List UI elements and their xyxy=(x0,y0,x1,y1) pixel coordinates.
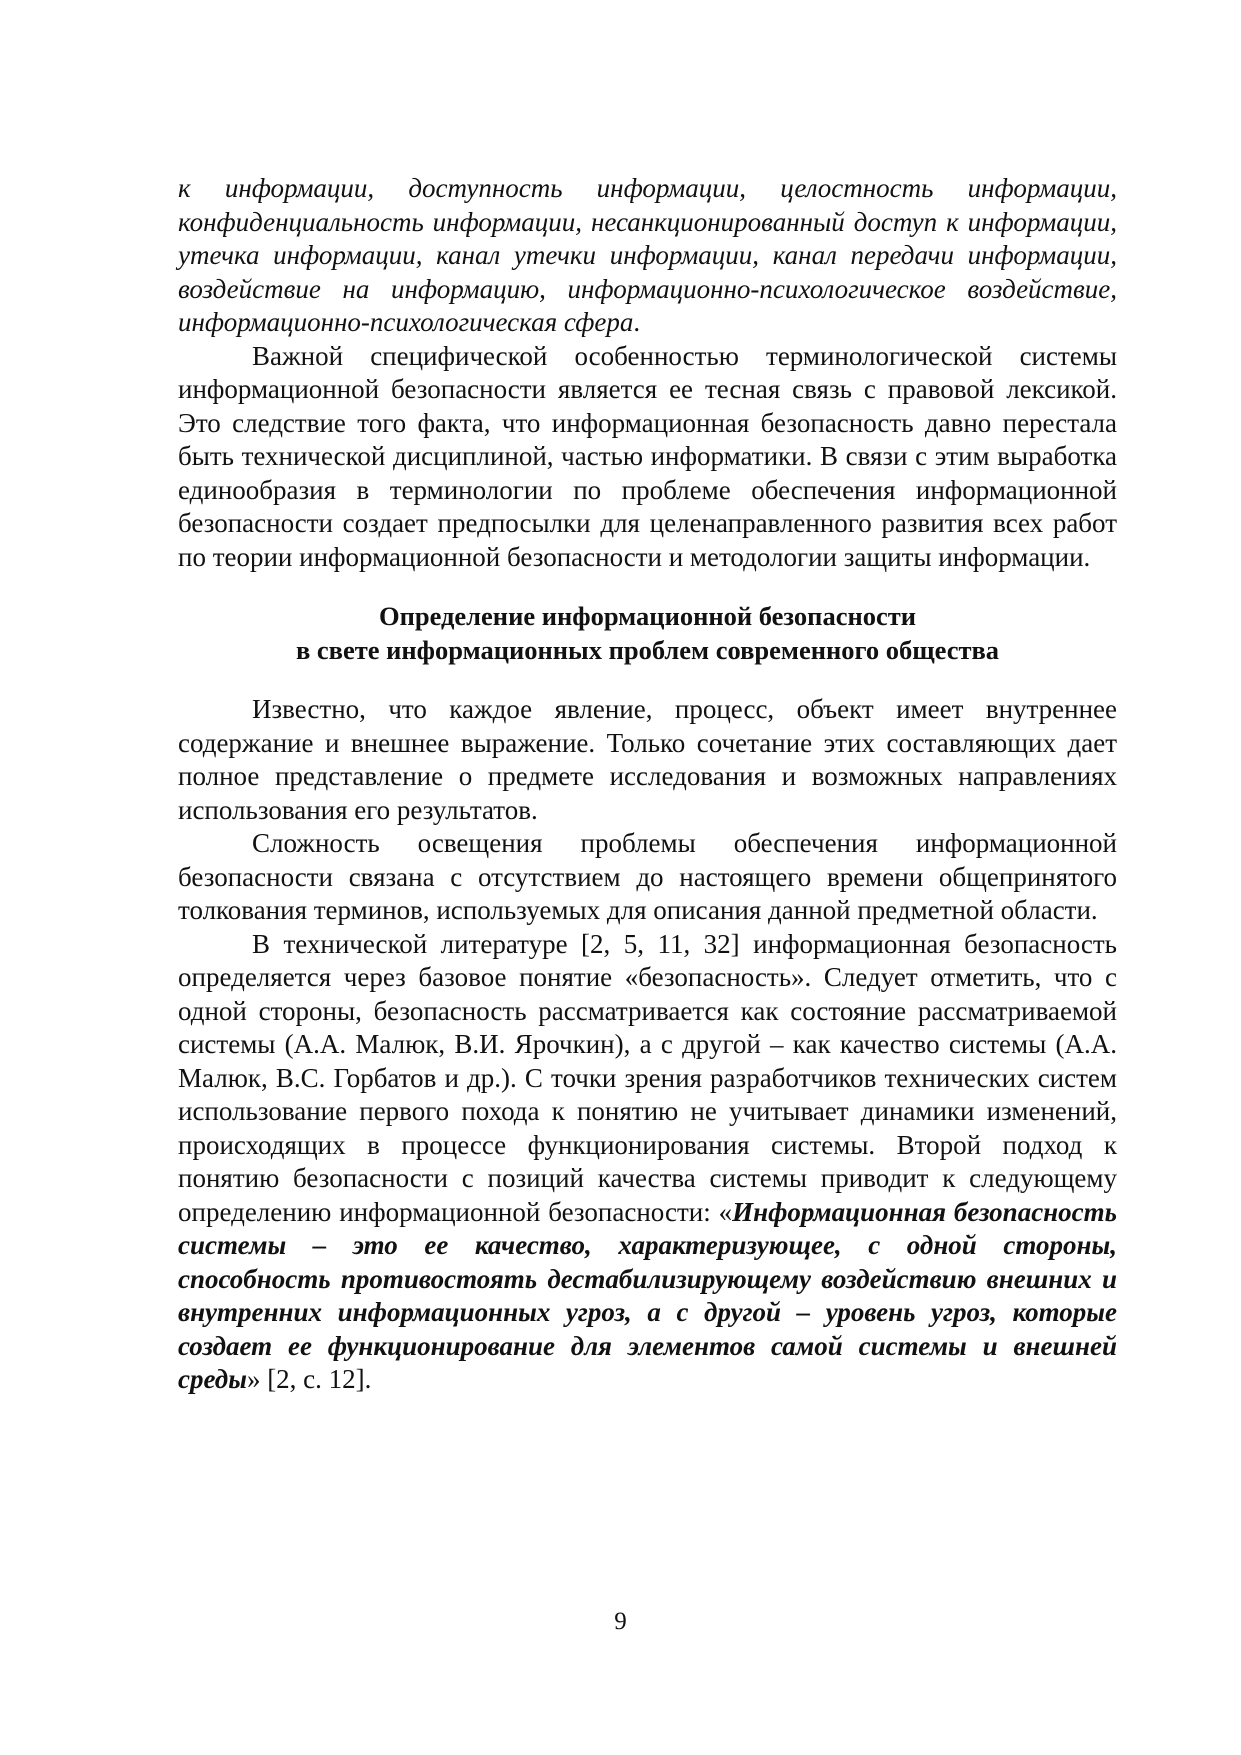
document-body xyxy=(178,172,1117,1397)
paragraph-complexity: Сложность освещения проблемы обеспечения информационной безопасности связана с отсутствием до настоящего времени общепринятого толкования терминов, используемых для описания данной предметной области. xyxy=(178,828,1117,925)
technical-literature-lead: В технической литературе [2, 5, 11, 32] информационная безопасность определяется через базовое понятие «безопасность». Следует отметить, что с одной стороны, безопасность рассматривается как состояние рассматриваемой системы (А.А. Малюк, В.И. Ярочкин), а с другой – как качество системы (А.А. Малюк, В.С. Горбатов и др.). С точки зрения разработчиков технических систем использование первого похода к понятию не учитывает динамики изменений, происходящих в процессе функционирования системы. Второй подход к понятию безопасности с позиций качества системы приводит к следующему определению информационной безопасности: « xyxy=(178,928,1117,1227)
paragraph-phenomenon: Известно, что каждое явление, процесс, объект имеет внутреннее содержание и внешнее выражение. Только сочетание этих составляющих дает полное представление о предмете исследования и возможных направлениях использования его результатов. xyxy=(178,694,1117,825)
page-number: 9 xyxy=(614,1608,627,1635)
keywords-paragraph xyxy=(178,172,1117,340)
keywords-list: к информации, доступность информации, целостность информации, конфиденциальность информации, несанкционированный доступ к информации, утечка информации, канал утечки информации, канал передачи информации, воздействие на информацию, информационно-психологическое воздействие, информационно-психологическая сфера xyxy=(178,173,1117,337)
section-heading-line-2: в свете информационных проблем современного общества xyxy=(295,634,1000,665)
section-heading-line-1: Определение информационной безопасности xyxy=(378,601,917,631)
paragraph-technical-literature xyxy=(178,928,1117,1397)
keywords-end: . xyxy=(633,307,641,337)
paragraph-terminology: Важной специфической особенностью терминологической системы информационной безопасности является ее тесная связь с правовой лексикой. Это следствие того факта, что информационная безопасность давно перестала быть технической дисциплиной, частью информатики. В связи с этим выработка единообразия в терминологии по проблеме обеспечения информационной безопасности создает предпосылки для целенаправленного развития всех работ по теории информационной безопасности и методологии защиты информации. xyxy=(178,340,1117,572)
definition-quote: Информационная безопасность системы – это ее качество, характеризующее, с одной стороны, способность противостоять дестабилизирующему воздействию внешних и внутренних информационных угроз, а с другой – уровень угроз, которые создает ее функционирование для элементов самой системы и внешней среды xyxy=(178,1196,1117,1394)
citation-tail: » [2, с. 12]. xyxy=(246,1364,372,1394)
section-heading xyxy=(178,600,1117,667)
